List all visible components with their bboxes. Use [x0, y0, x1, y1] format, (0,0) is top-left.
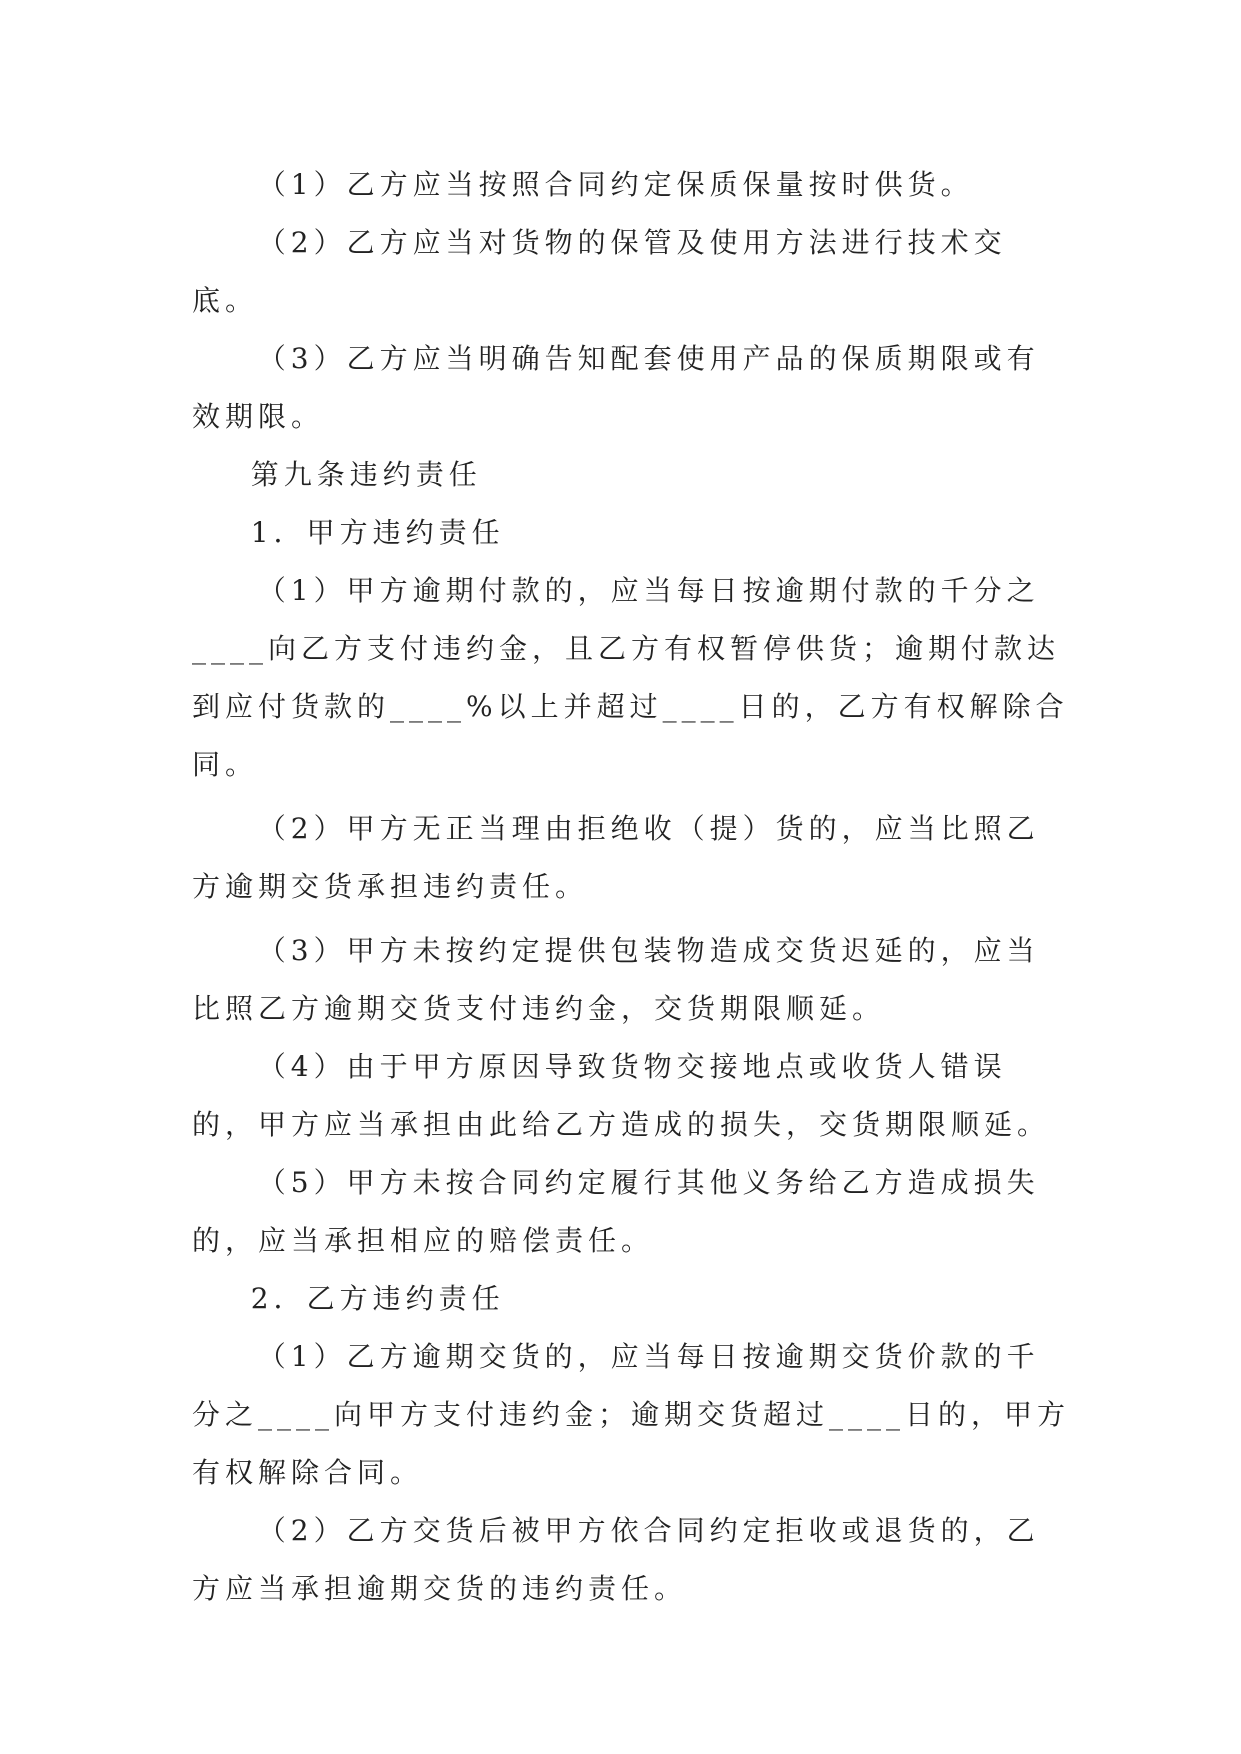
- clause-paragraph: （2）甲方无正当理由拒绝收（提）货的，应当比照乙方逾期交货承担违约责任。: [192, 812, 1040, 903]
- clause-paragraph: （4）由于甲方原因导致货物交接地点或收货人错误的，甲方应当承担由此给乙方造成的损失，交货期限顺延。: [192, 1050, 1051, 1141]
- clause-paragraph: （2）乙方交货后被甲方依合同约定拒收或退货的，乙方应当承担逾期交货的违约责任。: [192, 1514, 1040, 1605]
- section-heading: 1．甲方违约责任: [250, 516, 505, 549]
- document-page: [192, 156, 1072, 1618]
- clause-paragraph: （2）乙方应当对货物的保管及使用方法进行技术交底。: [192, 226, 1007, 317]
- clause-paragraph: （1）甲方逾期付款的，应当每日按逾期付款的千分之____向乙方支付违约金，且乙方有权暂停供货；逾期付款达到应付货款的____%以上并超过____日的，乙方有权解除合同。: [192, 574, 1069, 781]
- clause-paragraph: （1）乙方应当按照合同约定保质保量按时供货。: [257, 168, 974, 201]
- clause-paragraph: （3）乙方应当明确告知配套使用产品的保质期限或有效期限。: [192, 342, 1040, 433]
- section-heading: 2．乙方违约责任: [250, 1282, 505, 1315]
- clause-paragraph: （5）甲方未按合同约定履行其他义务给乙方造成损失的，应当承担相应的赔偿责任。: [192, 1166, 1040, 1257]
- clause-paragraph: （3）甲方未按约定提供包装物造成交货迟延的，应当比照乙方逾期交货支付违约金，交货期限顺延。: [192, 934, 1040, 1025]
- clause-paragraph: （1）乙方逾期交货的，应当每日按逾期交货价款的千分之____向甲方支付违约金；逾期交货超过____日的，甲方有权解除合同。: [192, 1340, 1071, 1489]
- article-heading: 第九条违约责任: [250, 458, 482, 491]
